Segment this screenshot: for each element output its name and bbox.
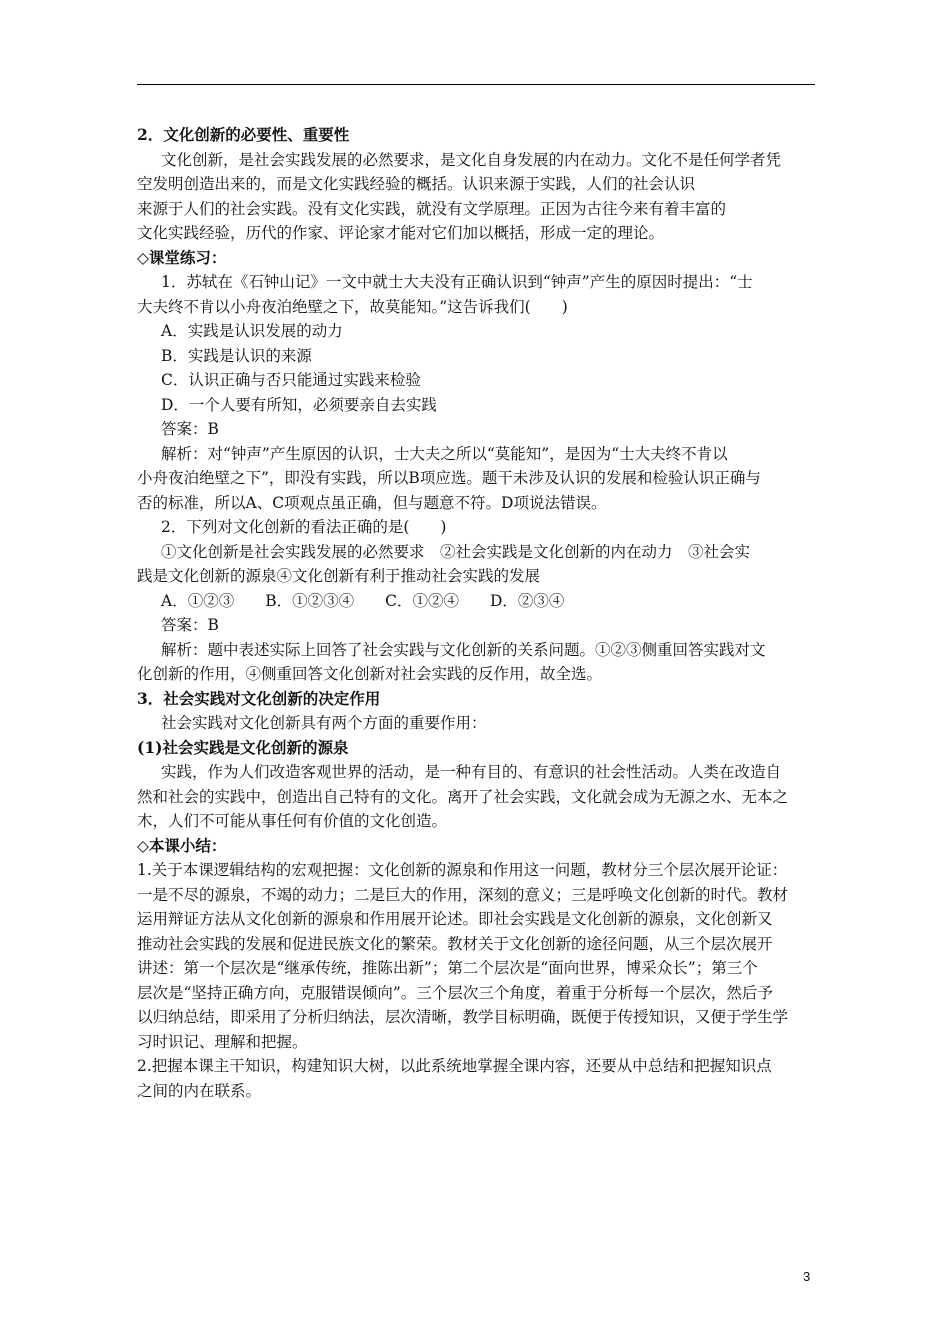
- summary-line: 习时识记、理解和把握。: [137, 1032, 308, 1051]
- summary-line: 之间的内在联系。: [137, 1081, 262, 1100]
- question-1-answer: 答案：B: [161, 420, 219, 438]
- question-1-analysis: 否的标准，所以A、C项观点虽正确，但与题意不符。D项说法错误。: [137, 493, 607, 512]
- question-2-options: A．①②③ B．①②③④ C．①②④ D．②③④: [161, 591, 565, 610]
- section-heading-2: 2．文化创新的必要性、重要性: [137, 125, 350, 144]
- section-heading-3: 3．社会实践对文化创新的决定作用: [137, 688, 381, 708]
- summary-line: 层次是“坚持正确方向，克服错误倾向”。三个层次三个角度，着重于分析每一个层次，然后予: [137, 983, 773, 1002]
- question-2-analysis: 化创新的作用，④侧重回答文化创新对社会实践的反作用，故全选。: [137, 665, 603, 683]
- paragraph-line: 文化实践经验，历代的作家、评论家才能对它们加以概括，形成一定的理论。: [137, 224, 665, 242]
- question-1-option: A．实践是认识发展的动力: [161, 322, 343, 340]
- question-1-analysis: 小舟夜泊绝壁之下”，即没有实践，所以B项应选。题干未涉及认识的发展和检验认识正确与: [137, 469, 761, 487]
- question-1-stem: 1．苏轼在《石钟山记》一文中就士大夫没有正确认识到“钟声”产生的原因时提出：“士: [161, 273, 753, 291]
- paragraph-line: 木，人们不可能从事任何有价值的文化创造。: [137, 812, 448, 830]
- paragraph-line: 社会实践对文化创新具有两个方面的重要作用：: [161, 714, 487, 732]
- paragraph-line: 空发明创造出来的，而是文化实践经验的概括。认识来源于实践，人们的社会认识: [137, 175, 696, 193]
- question-1-stem: 大夫终不肯以小舟夜泊绝壁之下，故莫能知。”这告诉我们( ): [137, 297, 568, 316]
- summary-line: 运用辩证方法从文化创新的源泉和作用展开论述。即社会实践是文化创新的源泉，文化创新又: [137, 910, 773, 928]
- paragraph-line: 来源于人们的社会实践。没有文化实践，就没有文学原理。正因为古往今来有着丰富的: [137, 199, 727, 218]
- question-1-option: B．实践是认识的来源: [161, 346, 312, 365]
- page-number: 3: [803, 1269, 811, 1284]
- subheading: (1)社会实践是文化创新的源泉: [137, 737, 349, 757]
- paragraph-line: 实践，作为人们改造客观世界的活动，是一种有目的、有意识的社会性活动。人类在改造自: [161, 763, 782, 781]
- question-2-stem: 2．下列对文化创新的看法正确的是( ): [161, 518, 447, 536]
- summary-line: 讲述：第一个层次是“继承传统，推陈出新”；第二个层次是“面向世界，博采众长”；第三个: [137, 959, 758, 977]
- question-2-statements: ①文化创新是社会实践发展的必然要求 ②社会实践是文化创新的内在动力 ③社会实: [161, 542, 751, 561]
- summary-line: 以归纳总结，即采用了分析归纳法，层次清晰，教学目标明确，既便于传授知识，又便于学生学: [137, 1008, 789, 1026]
- question-2-statements: 践是文化创新的源泉④文化创新有利于推动社会实践的发展: [137, 567, 541, 585]
- question-2-analysis: 解析：题中表述实际上回答了社会实践与文化创新的关系问题。①②③侧重回答实践对文: [161, 640, 766, 659]
- paragraph-line: 文化创新，是社会实践发展的必然要求，是文化自身发展的内在动力。文化不是任何学者凭: [161, 150, 782, 169]
- question-1-option: D．一个人要有所知，必须要亲自去实践: [161, 395, 437, 414]
- page-content: [137, 123, 815, 1103]
- summary-line: 1.关于本课逻辑结构的宏观把握：文化创新的源泉和作用这一问题，教材分三个层次展开论证：: [137, 861, 788, 879]
- summary-line: 推动社会实践的发展和促进民族文化的繁荣。教材关于文化创新的途径问题，从三个层次展开: [137, 934, 773, 953]
- paragraph-line: 然和社会的实践中，创造出自己特有的文化。离开了社会实践，文化就会成为无源之水、无本之: [137, 787, 789, 806]
- summary-heading: ◇本课小结：: [137, 835, 227, 855]
- summary-line: 2.把握本课主干知识，构建知识大树，以此系统地掌握全课内容，还要从中总结和把握知识点: [137, 1057, 772, 1075]
- question-1-analysis: 解析：对“钟声”产生原因的认识，士大夫之所以“莫能知”，是因为“士大夫终不肯以: [161, 444, 728, 463]
- question-2-answer: 答案：B: [161, 616, 219, 634]
- header-rule: [137, 84, 815, 85]
- practice-heading: ◇课堂练习：: [137, 247, 227, 267]
- question-1-option: C．认识正确与否只能通过实践来检验: [161, 371, 421, 389]
- summary-line: 一是不尽的源泉，不竭的动力；二是巨大的作用，深刻的意义；三是呼唤文化创新的时代。教材: [137, 885, 789, 904]
